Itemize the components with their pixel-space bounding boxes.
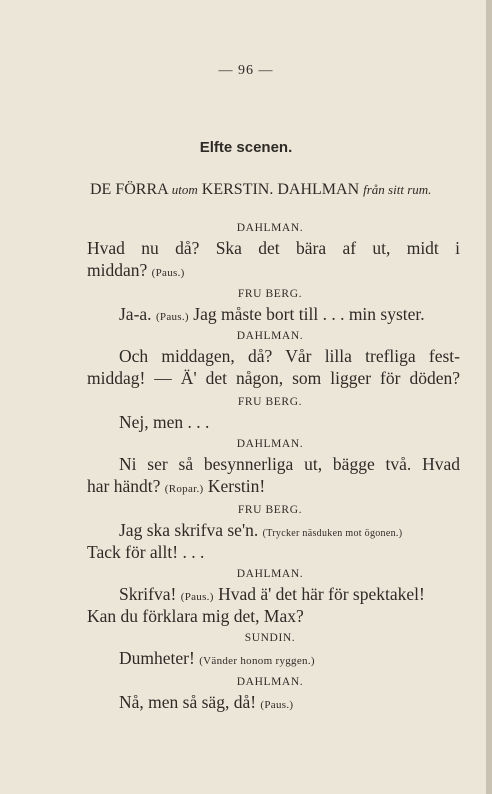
- dialogue-line: middan? (Paus.): [87, 260, 185, 280]
- dialogue-line: Hvad nu då? Ska det bära af ut, midt i: [87, 238, 460, 258]
- stage-direction: (Trycker näsduken mot ögonen.): [262, 528, 403, 539]
- dialogue-line: middag! — Ä' det någon, som ligger för döden?: [87, 368, 460, 388]
- cast-direction: från sitt rum.: [363, 182, 432, 197]
- speaker-name: FRU BERG.: [237, 396, 303, 408]
- speaker-name: DAHLMAN.: [236, 676, 304, 688]
- stage-direction: (Ropar.): [164, 483, 204, 495]
- dialogue-line: Skrifva! (Paus.) Hvad ä' det här för spektakel!: [119, 584, 425, 604]
- dialogue-line: har händt? (Ropar.) Kerstin!: [87, 476, 266, 496]
- stage-direction: (Paus.): [155, 311, 189, 323]
- cast-direction: utom: [171, 182, 198, 197]
- speaker-name: DAHLMAN.: [236, 568, 304, 580]
- dialogue-line: Jag ska skrifva se'n. (Trycker näsduken mot ögonen.): [119, 520, 403, 540]
- speaker-name: DAHLMAN.: [236, 330, 304, 342]
- cast-line: [90, 181, 460, 199]
- dialogue-line: Nej, men . . .: [119, 412, 210, 432]
- dialogue-line: Nå, men så säg, då! (Paus.): [119, 692, 294, 712]
- speaker-name: FRU BERG.: [237, 504, 303, 516]
- stage-direction: (Paus.): [151, 267, 185, 279]
- dialogue-line: Och middagen, då? Vår lilla trefliga fest-: [119, 346, 460, 366]
- page-edge: [486, 0, 492, 794]
- speaker-name: DAHLMAN.: [236, 438, 304, 450]
- stage-direction: (Vänder honom ryggen.): [199, 655, 315, 667]
- stage-direction: (Paus.): [260, 699, 294, 711]
- cast-text: DE FÖRRA: [90, 181, 168, 198]
- cast-text: KERSTIN. DAHLMAN: [201, 181, 360, 198]
- speaker-name: SUNDIN.: [244, 632, 296, 644]
- dialogue-line: Ja-a. (Paus.) Jag måste bort till . . . min syster.: [119, 304, 425, 324]
- scene-title: Elfte scenen.: [199, 139, 293, 156]
- page-number: — 96 —: [218, 63, 274, 78]
- dialogue-line: Dumheter! (Vänder honom ryggen.): [119, 648, 315, 668]
- speaker-name: DAHLMAN.: [236, 222, 304, 234]
- speaker-name: FRU BERG.: [237, 288, 303, 300]
- dialogue-line: Ni ser så besynnerliga ut, bägge två. Hvad: [119, 454, 460, 474]
- dialogue-line: Kan du förklara mig det, Max?: [87, 606, 304, 626]
- stage-direction: (Paus.): [180, 591, 214, 603]
- dialogue-line: Tack för allt! . . .: [87, 542, 205, 562]
